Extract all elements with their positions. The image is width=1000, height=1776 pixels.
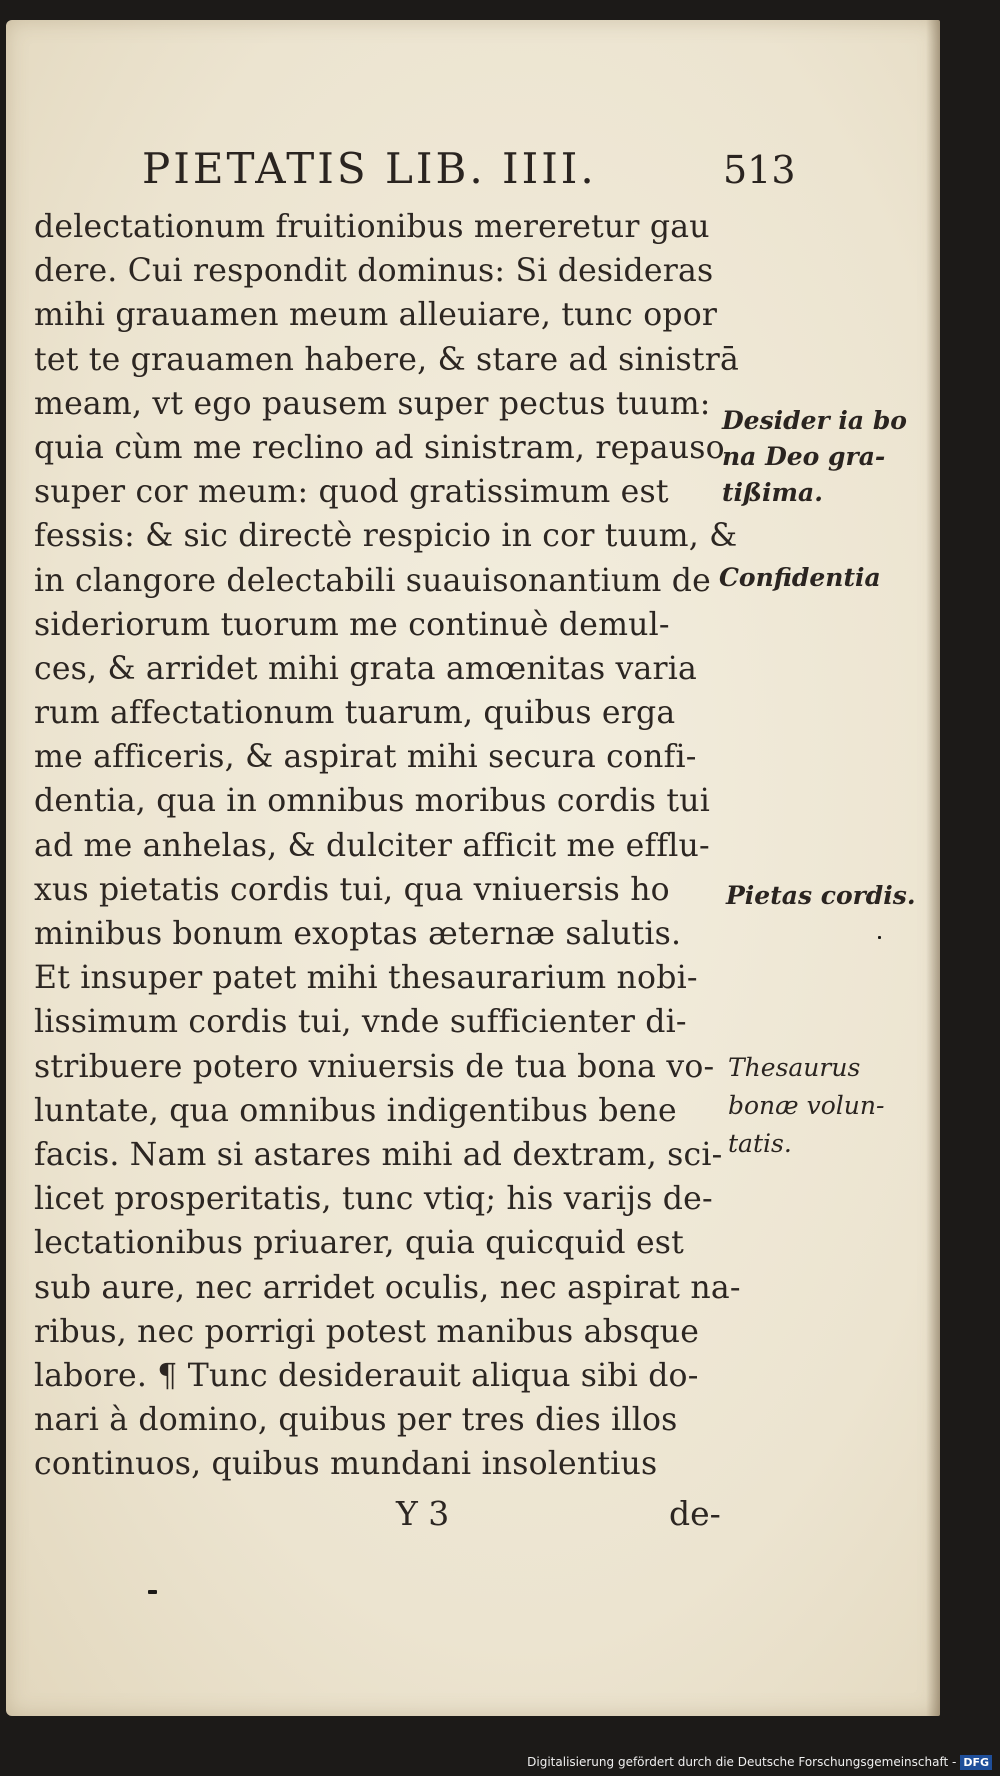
page-number: 513 xyxy=(723,148,796,192)
text-line: sideriorum tuorum me continuè demul- xyxy=(34,606,670,643)
text-line: dentia, qua in omnibus moribus cordis tui xyxy=(34,783,710,820)
marginal-note: Pietas cordis. xyxy=(726,881,916,910)
running-title: PIETATIS LIB. IIII. xyxy=(142,144,597,193)
text-line: lectationibus priuarer, quia quicquid est xyxy=(34,1225,685,1262)
text-line: sub aure, nec arridet oculis, nec aspirat na- xyxy=(34,1269,741,1306)
text-line: ces, & arridet mihi grata amœnitas varia xyxy=(34,650,698,687)
text-line: licet prosperitatis, tunc vtiq; his varijs de- xyxy=(34,1181,713,1218)
text-line: rum affectationum tuarum, quibus erga xyxy=(34,695,676,732)
text-line: meam, vt ego pausem super pectus tuum: xyxy=(34,385,711,422)
ink-speck xyxy=(878,936,881,939)
text-line: lissimum cordis tui, vnde sufficienter di- xyxy=(34,1004,687,1041)
marginal-note: Confidentia xyxy=(719,563,881,592)
text-line: ribus, nec porrigi potest manibus absque xyxy=(34,1313,700,1350)
text-line: luntate, qua omnibus indigentibus bene xyxy=(34,1092,677,1129)
page-gutter-shadow xyxy=(926,20,940,1716)
text-line: delectationum fruitionibus mereretur gau xyxy=(34,209,710,245)
marginal-note: na Deo gra- xyxy=(722,442,886,471)
text-line: super cor meum: quod gratissimum est xyxy=(34,474,669,511)
text-line: dere. Cui respondit dominus: Si desideras xyxy=(34,253,714,290)
text-line: tet te grauamen habere, & stare ad sinistrā xyxy=(34,341,739,378)
text-line: quia cùm me reclino ad sinistram, repauso xyxy=(34,429,725,466)
dfg-logo: DFG xyxy=(960,1755,992,1770)
signature-mark: Y 3 xyxy=(396,1494,450,1533)
scan-credit xyxy=(527,1753,992,1771)
text-line: ad me anhelas, & dulciter afficit me efflu- xyxy=(34,827,710,864)
marginal-note: tißima. xyxy=(722,478,823,507)
text-line: Et insuper patet mihi thesaurarium nobi- xyxy=(34,960,698,997)
text-line: facis. Nam si astares mihi ad dextram, sci- xyxy=(34,1136,723,1173)
text-line: minibus bonum exoptas æternæ salutis. xyxy=(34,916,682,952)
text-line: xus pietatis cordis tui, qua vniuersis ho xyxy=(34,871,670,908)
text-line: labore. ¶ Tunc desiderauit aliqua sibi do- xyxy=(34,1357,699,1394)
text-line: continuos, quibus mundani insolentius xyxy=(34,1446,658,1483)
text-line: stribuere potero vniuersis de tua bona vo- xyxy=(34,1048,715,1085)
scan-credit-text: Digitalisierung gefördert durch die Deutsche Forschungsgemeinschaft - xyxy=(527,1755,957,1769)
text-line: me afficeris, & aspirat mihi secura confi- xyxy=(34,739,697,776)
catchword: de- xyxy=(669,1494,721,1533)
marginal-note: Thesaurus xyxy=(728,1053,861,1082)
text-line: in clangore delectabili suauisonantium de xyxy=(34,562,711,599)
marginal-note: tatis. xyxy=(728,1129,792,1158)
text-line: nari à domino, quibus per tres dies illos xyxy=(34,1402,678,1439)
ink-speck xyxy=(148,1590,157,1594)
book-page xyxy=(6,20,940,1716)
text-line: mihi grauamen meum alleuiare, tunc opor xyxy=(34,297,718,334)
body-text xyxy=(34,205,741,1486)
marginal-note: bonæ volun- xyxy=(728,1091,885,1120)
text-line: fessis: & sic directè respicio in cor tuum, & xyxy=(34,518,738,555)
marginal-note: Desider ia bo xyxy=(722,406,907,435)
